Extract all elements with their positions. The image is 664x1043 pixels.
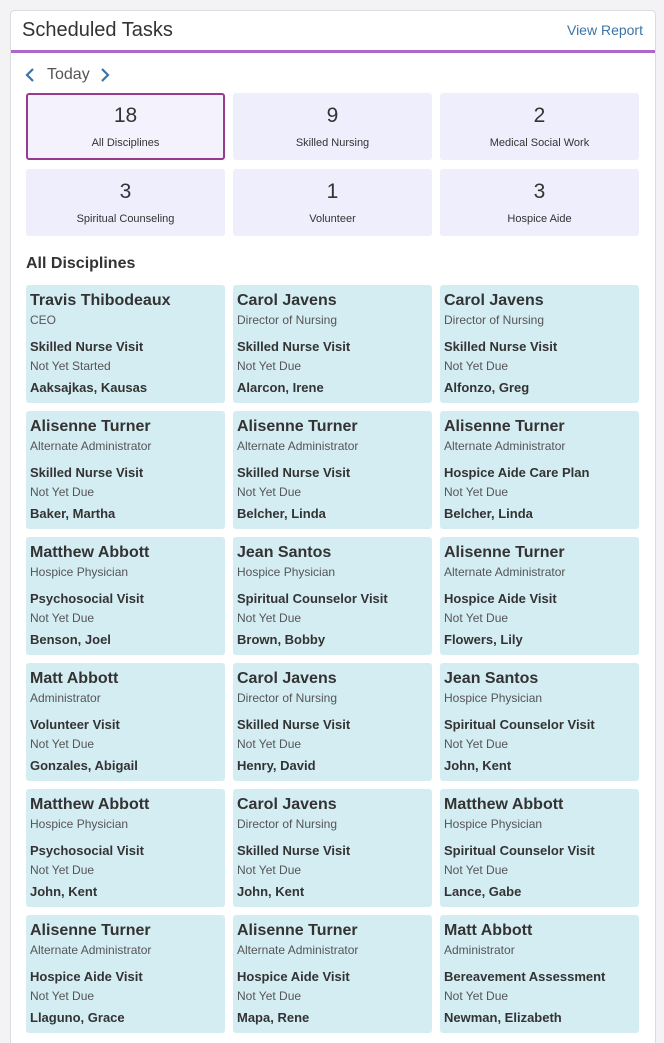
task-card[interactable]	[233, 915, 432, 1033]
task-assignee-name: Carol Javens	[444, 292, 544, 309]
task-card[interactable]	[26, 537, 225, 655]
task-visit-type: Psychosocial Visit	[30, 591, 144, 606]
task-visit-type: Skilled Nurse Visit	[237, 465, 351, 480]
task-patient-name: Aaksajkas, Kausas	[30, 380, 148, 395]
task-visit-type: Skilled Nurse Visit	[237, 717, 351, 732]
task-card[interactable]	[440, 915, 639, 1033]
task-card[interactable]	[26, 915, 225, 1033]
task-patient-name: Brown, Bobby	[237, 632, 326, 647]
section-title: All Disciplines	[26, 255, 136, 272]
task-status: Not Yet Started	[30, 359, 111, 373]
summary-count: 9	[326, 104, 339, 127]
task-assignee-role: Alternate Administrator	[30, 439, 152, 453]
discipline-summary-grid	[26, 93, 639, 236]
task-card[interactable]	[233, 411, 432, 529]
task-visit-type: Skilled Nurse Visit	[30, 465, 144, 480]
task-visit-type: Skilled Nurse Visit	[237, 843, 351, 858]
task-card-grid	[26, 285, 639, 1033]
chevron-right-icon[interactable]	[96, 65, 114, 85]
task-status: Not Yet Due	[237, 863, 302, 877]
summary-card[interactable]	[440, 93, 639, 160]
summary-card[interactable]	[26, 169, 225, 236]
task-patient-name: Llaguno, Grace	[30, 1010, 125, 1025]
task-patient-name: Alfonzo, Greg	[444, 380, 530, 395]
task-assignee-name: Alisenne Turner	[237, 418, 358, 435]
summary-count: 1	[326, 180, 339, 203]
task-assignee-name: Jean Santos	[444, 670, 539, 687]
task-assignee-role: Hospice Physician	[30, 565, 129, 579]
summary-label: Skilled Nursing	[295, 137, 370, 149]
task-assignee-name: Alisenne Turner	[444, 418, 565, 435]
task-status: Not Yet Due	[237, 737, 302, 751]
task-status: Not Yet Due	[444, 359, 509, 373]
task-assignee-role: Director of Nursing	[237, 691, 338, 705]
task-assignee-role: Alternate Administrator	[30, 943, 152, 957]
task-card[interactable]	[26, 663, 225, 781]
task-card[interactable]	[233, 663, 432, 781]
task-assignee-role: Hospice Physician	[444, 691, 543, 705]
summary-count: 18	[113, 104, 138, 127]
task-patient-name: Flowers, Lily	[444, 632, 523, 647]
task-patient-name: Gonzales, Abigail	[30, 758, 138, 773]
task-assignee-role: CEO	[30, 313, 57, 327]
task-patient-name: Henry, David	[237, 758, 316, 773]
task-assignee-role: Administrator	[30, 691, 101, 705]
task-visit-type: Hospice Aide Visit	[30, 969, 143, 984]
task-status: Not Yet Due	[237, 485, 302, 499]
task-status: Not Yet Due	[30, 737, 95, 751]
task-visit-type: Bereavement Assessment	[444, 969, 606, 984]
summary-card[interactable]	[233, 169, 432, 236]
task-visit-type: Hospice Aide Visit	[237, 969, 350, 984]
task-patient-name: Belcher, Linda	[237, 506, 326, 521]
task-visit-type: Spiritual Counselor Visit	[237, 591, 388, 606]
summary-card[interactable]	[233, 93, 432, 160]
task-patient-name: John, Kent	[444, 758, 512, 773]
task-card[interactable]	[26, 411, 225, 529]
task-assignee-name: Jean Santos	[237, 544, 332, 561]
chevron-left-icon[interactable]	[21, 65, 39, 85]
summary-count: 2	[533, 104, 546, 127]
task-card[interactable]	[440, 789, 639, 907]
task-visit-type: Hospice Aide Care Plan	[444, 465, 590, 480]
task-status: Not Yet Due	[237, 611, 302, 625]
task-card[interactable]	[440, 537, 639, 655]
task-assignee-role: Director of Nursing	[237, 817, 338, 831]
task-status: Not Yet Due	[444, 737, 509, 751]
scheduled-tasks-panel	[10, 10, 656, 1043]
task-status: Not Yet Due	[237, 989, 302, 1003]
task-assignee-role: Alternate Administrator	[237, 439, 359, 453]
task-patient-name: Benson, Joel	[30, 632, 111, 647]
task-visit-type: Spiritual Counselor Visit	[444, 717, 595, 732]
task-card[interactable]	[440, 285, 639, 403]
task-assignee-name: Travis Thibodeaux	[30, 292, 171, 309]
task-patient-name: Mapa, Rene	[237, 1010, 310, 1025]
task-status: Not Yet Due	[444, 611, 509, 625]
task-status: Not Yet Due	[30, 989, 95, 1003]
summary-label: Hospice Aide	[507, 213, 572, 225]
date-label: Today	[47, 66, 90, 83]
task-visit-type: Skilled Nurse Visit	[444, 339, 558, 354]
task-patient-name: John, Kent	[30, 884, 98, 899]
task-assignee-role: Alternate Administrator	[444, 439, 566, 453]
summary-label: All Disciplines	[91, 137, 160, 149]
summary-label: Medical Social Work	[489, 137, 590, 149]
task-assignee-name: Alisenne Turner	[30, 418, 151, 435]
task-visit-type: Skilled Nurse Visit	[237, 339, 351, 354]
task-assignee-role: Director of Nursing	[444, 313, 545, 327]
task-patient-name: John, Kent	[237, 884, 305, 899]
task-assignee-name: Alisenne Turner	[444, 544, 565, 561]
task-card[interactable]	[233, 285, 432, 403]
panel-header	[11, 11, 655, 53]
summary-card[interactable]	[26, 93, 225, 160]
task-assignee-role: Director of Nursing	[237, 313, 338, 327]
task-patient-name: Newman, Elizabeth	[444, 1010, 562, 1025]
task-visit-type: Spiritual Counselor Visit	[444, 843, 595, 858]
task-visit-type: Hospice Aide Visit	[444, 591, 557, 606]
task-patient-name: Baker, Martha	[30, 506, 116, 521]
task-status: Not Yet Due	[30, 863, 95, 877]
task-assignee-name: Alisenne Turner	[237, 922, 358, 939]
summary-label: Spiritual Counseling	[76, 213, 175, 225]
task-assignee-role: Hospice Physician	[444, 817, 543, 831]
task-status: Not Yet Due	[30, 611, 95, 625]
summary-label: Volunteer	[309, 213, 356, 225]
task-card[interactable]	[233, 789, 432, 907]
task-assignee-role: Hospice Physician	[30, 817, 129, 831]
task-assignee-role: Administrator	[444, 943, 515, 957]
task-assignee-role: Hospice Physician	[237, 565, 336, 579]
task-patient-name: Alarcon, Irene	[237, 380, 324, 395]
task-card[interactable]	[440, 411, 639, 529]
task-card[interactable]	[233, 537, 432, 655]
task-assignee-name: Carol Javens	[237, 796, 337, 813]
task-status: Not Yet Due	[30, 485, 95, 499]
task-status: Not Yet Due	[444, 485, 509, 499]
page-title: Scheduled Tasks	[22, 19, 173, 41]
task-visit-type: Volunteer Visit	[30, 717, 120, 732]
task-patient-name: Belcher, Linda	[444, 506, 533, 521]
task-status: Not Yet Due	[237, 359, 302, 373]
task-card[interactable]	[440, 663, 639, 781]
task-assignee-name: Carol Javens	[237, 670, 337, 687]
view-report-link[interactable]: View Report	[566, 22, 643, 38]
task-assignee-name: Matthew Abbott	[30, 544, 150, 561]
task-card[interactable]	[26, 285, 225, 403]
task-assignee-role: Alternate Administrator	[444, 565, 566, 579]
task-assignee-role: Alternate Administrator	[237, 943, 359, 957]
task-assignee-name: Matt Abbott	[444, 922, 533, 939]
summary-count: 3	[119, 180, 132, 203]
task-patient-name: Lance, Gabe	[444, 884, 522, 899]
task-card[interactable]	[26, 789, 225, 907]
summary-card[interactable]	[440, 169, 639, 236]
task-assignee-name: Alisenne Turner	[30, 922, 151, 939]
summary-count: 3	[533, 180, 546, 203]
task-status: Not Yet Due	[444, 989, 509, 1003]
task-assignee-name: Matt Abbott	[30, 670, 119, 687]
task-assignee-name: Carol Javens	[237, 292, 337, 309]
task-visit-type: Psychosocial Visit	[30, 843, 144, 858]
task-status: Not Yet Due	[444, 863, 509, 877]
task-assignee-name: Matthew Abbott	[30, 796, 150, 813]
task-assignee-name: Matthew Abbott	[444, 796, 564, 813]
task-visit-type: Skilled Nurse Visit	[30, 339, 144, 354]
date-navigation	[21, 63, 114, 87]
